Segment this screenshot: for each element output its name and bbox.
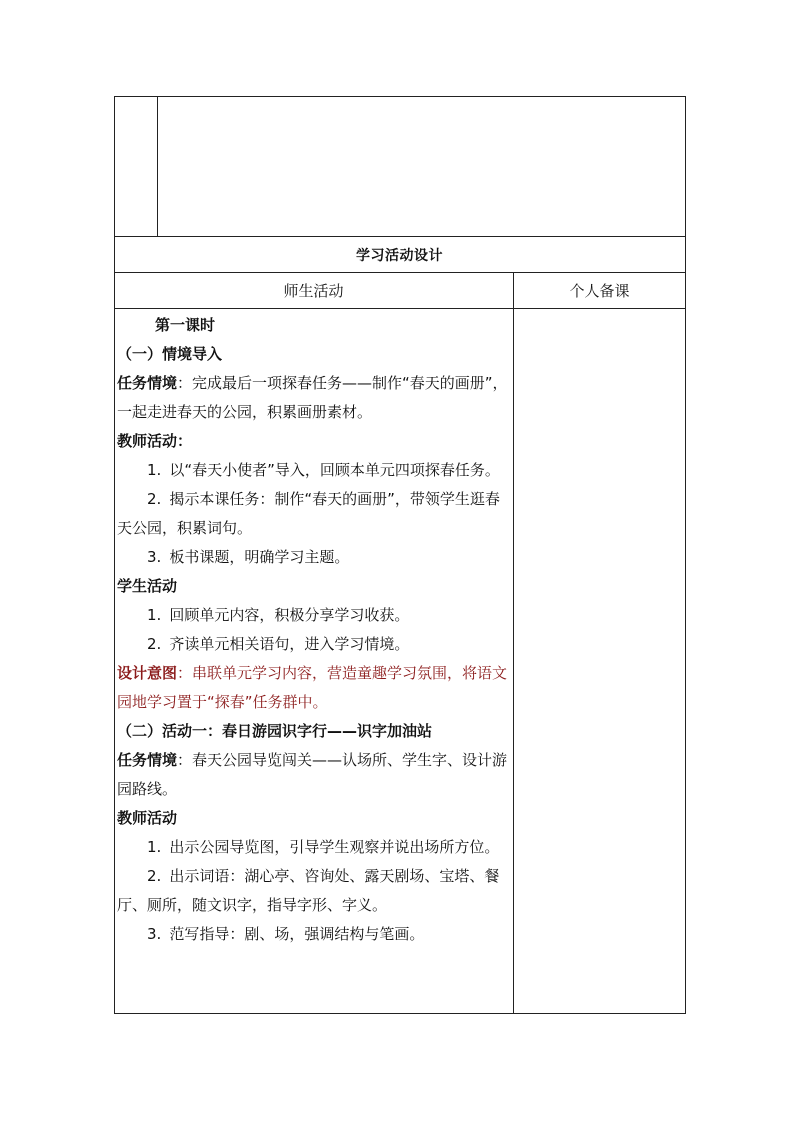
table-border-top [114, 96, 686, 97]
task-situation-label: 任务情境 [117, 374, 178, 392]
table-inner-divider-top [157, 96, 158, 236]
list-item: 3. 板书课题，明确学习主题。 [147, 548, 350, 566]
list-item: 2. 出示词语：湖心亭、咨询处、露天剧场、宝塔、餐厅、厕所，随文识字，指导字形、字义。 [117, 867, 500, 914]
list-item: 1. 回顾单元内容，积极分享学习收获。 [147, 606, 410, 624]
part2-heading: （二）活动一：春日游园识字行——识字加油站 [117, 722, 433, 740]
activities-content [117, 311, 509, 949]
teacher-activity-label: 教师活动 [117, 432, 178, 450]
list-item: 1. 出示公园导览图，引导学生观察并说出场所方位。 [147, 838, 500, 856]
part2-task-situation [117, 746, 509, 804]
column-header-notes: 个人备课 [569, 282, 630, 300]
task-situation-text: ：春天公园导览闯关——认场所、学生字、设计游园路线。 [117, 751, 508, 798]
section-title: 学习活动设计 [356, 247, 443, 264]
teacher-activity-colon: ： [177, 432, 193, 450]
student-activity-label: 学生活动 [117, 577, 178, 595]
design-intent-text: ：串联单元学习内容，营造童趣学习氛围，将语文园地学习置于“探春”任务群中。 [117, 664, 508, 711]
list-item: 2. 揭示本课任务：制作“春天的画册”，带领学生逛春天公园，积累词句。 [117, 490, 500, 537]
lesson-period: 第一课时 [155, 316, 216, 334]
column-header-activities: 师生活动 [283, 282, 344, 300]
table-border-right [685, 96, 686, 1014]
table-row-divider [114, 308, 686, 309]
table-border-left [114, 96, 115, 1014]
task-situation-label: 任务情境 [117, 751, 178, 769]
list-item: 1. 以“春天小使者”导入，回顾本单元四项探春任务。 [147, 461, 500, 479]
part1-task-situation [117, 369, 509, 427]
design-intent [117, 659, 509, 717]
table-column-divider [513, 272, 514, 1014]
part1-heading: （一）情境导入 [117, 345, 223, 363]
list-item: 2. 齐读单元相关语句，进入学习情境。 [147, 635, 410, 653]
list-item: 3. 范写指导：剧、场，强调结构与笔画。 [147, 925, 425, 943]
part1-teacher-label-row [117, 427, 509, 456]
table-border-bottom [114, 1013, 686, 1014]
design-intent-label: 设计意图 [117, 664, 178, 682]
teacher-activity-label: 教师活动 [117, 809, 178, 827]
task-situation-text: ：完成最后一项探春任务——制作“春天的画册”，一起走进春天的公园，积累画册素材。 [117, 374, 508, 421]
